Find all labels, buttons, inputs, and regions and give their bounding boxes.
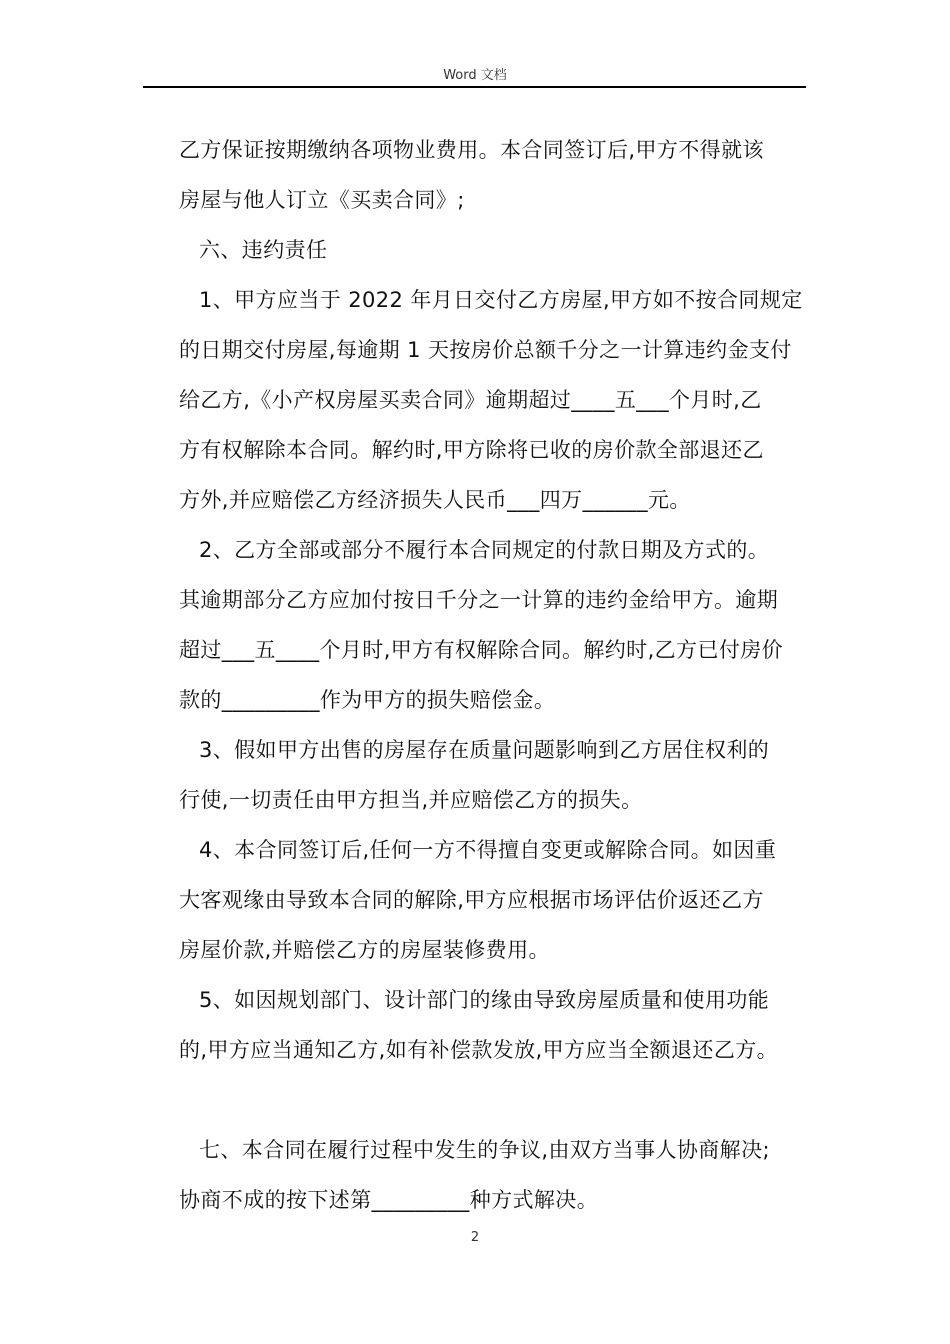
- body-line: 其逾期部分乙方应加付按日千分之一计算的违约金给甲方。逾期: [179, 588, 779, 612]
- body-line: 给乙方,《小产权房屋买卖合同》逾期超过____五___个月时,乙: [179, 388, 762, 412]
- body-line: 方外,并应赔偿乙方经济损失人民币___四万______元。: [179, 488, 691, 512]
- page-number: 2: [470, 1230, 480, 1245]
- body-line: 房屋与他人订立《买卖合同》;: [179, 188, 465, 212]
- section-heading: 七、本合同在履行过程中发生的争议,由双方当事人协商解决;: [199, 1138, 770, 1162]
- body-line: 款的_________作为甲方的损失赔偿金。: [179, 688, 556, 712]
- body-line: 5、如因规划部门、设计部门的缘由导致房屋质量和使用功能: [199, 988, 770, 1012]
- body-line: 大客观缘由导致本合同的解除,甲方应根据市场评估价返还乙方: [179, 888, 764, 912]
- body-line: 超过___五____个月时,甲方有权解除合同。解约时,乙方已付房价: [179, 638, 784, 662]
- body-line: 3、假如甲方出售的房屋存在质量问题影响到乙方居住权利的: [199, 738, 770, 762]
- body-line: 房屋价款,并赔偿乙方的房屋装修费用。: [179, 938, 550, 962]
- body-line: 1、甲方应当于 2022 年月日交付乙方房屋,甲方如不按合同规定: [199, 288, 803, 312]
- page-header: Word 文档: [443, 68, 507, 83]
- body-line: 的日期交付房屋,每逾期 1 天按房价总额千分之一计算违约金支付: [179, 338, 792, 362]
- body-line: 协商不成的按下述第_________种方式解决。: [179, 1188, 599, 1212]
- body-line: 2、乙方全部或部分不履行本合同规定的付款日期及方式的。: [199, 538, 770, 562]
- body-line: 乙方保证按期缴纳各项物业费用。本合同签订后,甲方不得就该: [179, 138, 764, 162]
- header-rule: [143, 86, 806, 88]
- body-line: 行使,一切责任由甲方担当,并应赔偿乙方的损失。: [179, 788, 643, 812]
- body-line: 方有权解除本合同。解约时,甲方除将已收的房价款全部退还乙: [179, 438, 764, 462]
- body-line: 4、本合同签订后,任何一方不得擅自变更或解除合同。如因重: [199, 838, 777, 862]
- body-line: 的,甲方应当通知乙方,如有补偿款发放,甲方应当全额退还乙方。: [179, 1038, 779, 1062]
- section-heading: 六、违约责任: [199, 238, 328, 262]
